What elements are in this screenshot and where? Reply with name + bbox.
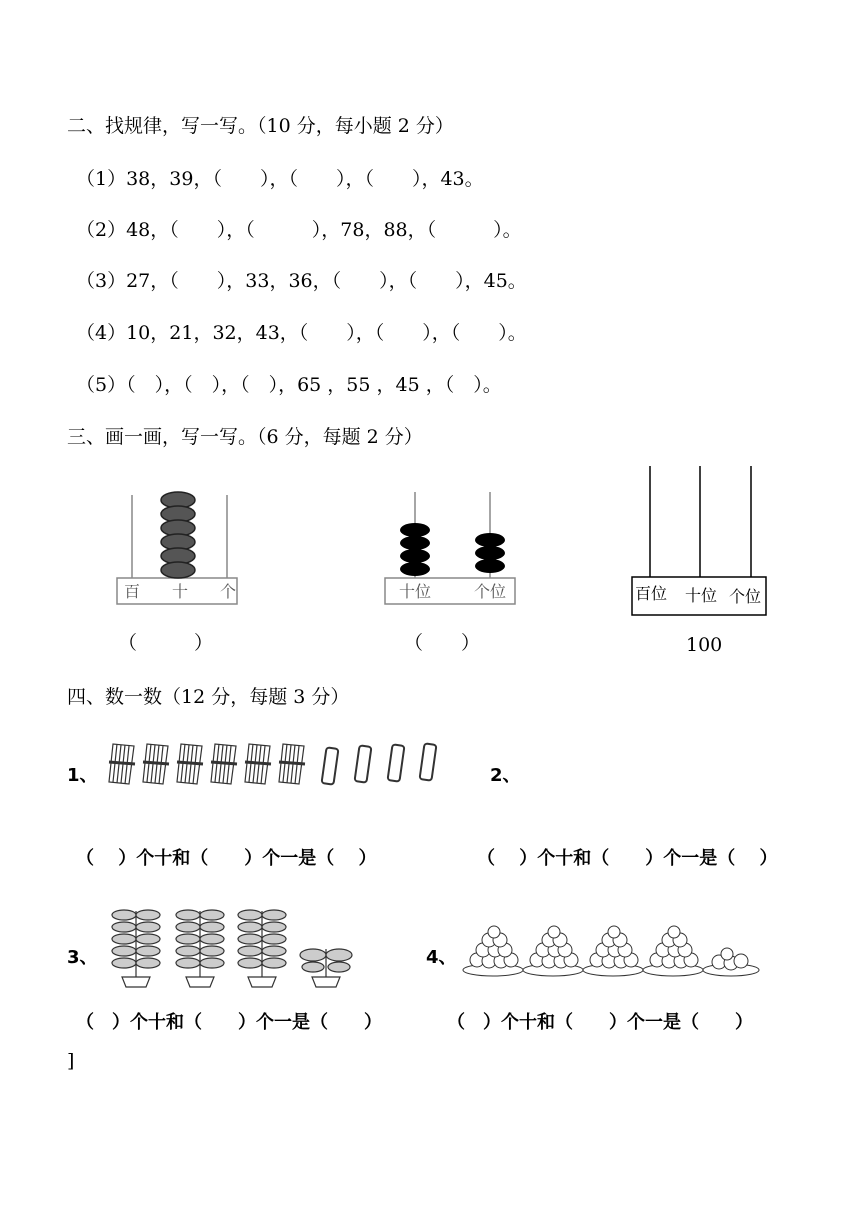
abacus-1-beads [161,492,195,578]
q3-label: 3、 [67,947,98,968]
abacus-3-value: 100 [686,634,723,656]
abacus-2-label-tens: 十位 [399,582,432,601]
plants [112,910,352,987]
pattern-item-1: （1）38，39，（ ），（ ），（ ），43。 [76,168,484,190]
q1-sticks-picture [104,740,444,790]
q4-label: 4、 [426,947,457,968]
trailing-bracket: ] [67,1050,75,1072]
section-3-heading: 三、画一画，写一写。（6 分，每题 2 分） [67,426,423,448]
q2-label: 2、 [490,765,521,786]
single-sticks [322,743,437,784]
abacus-3-label-ones: 个位 [729,587,762,606]
abacus-3-label-tens: 十位 [685,586,718,605]
q2-answer-line: （ ）个十和（ ）个一是（ ） [477,848,778,869]
abacus-1-label-hundreds: 百 [124,582,141,601]
pattern-item-4: （4）10，21，32，43，（ ），（ ），（ ）。 [76,322,527,344]
q1-label: 1、 [67,765,98,786]
section-2-heading: 二、找规律，写一写。（10 分，每小题 2 分） [67,115,454,137]
q4-apples-picture [463,928,763,978]
q3-plants-picture [104,905,364,991]
pattern-item-2: （2）48，（ ），（ ），78，88，（ ）。 [76,219,522,241]
pattern-item-3: （3）27，（ ），33，36，（ ），（ ），45。 [76,270,527,292]
abacus-1-label-tens: 十 [172,582,189,601]
section-4-heading: 四、数一数（12 分，每题 3 分） [67,686,350,708]
q4-answer-line: （ ）个十和（ ）个一是（ ） [447,1012,753,1033]
stick-bundles [109,744,305,784]
pattern-item-5: （5）（ ），（ ），（ ），65 ，55 ，45 ，（ ）。 [76,374,502,396]
abacus-1-answer: （ ） [118,632,214,654]
apple-plates [463,926,759,976]
abacus-2-answer: （ ） [404,632,481,654]
abacus-1-label-ones: 个 [220,582,237,601]
q1-answer-line: （ ）个十和（ ）个一是（ ） [76,848,377,869]
q3-answer-line: （ ）个十和（ ）个一是（ ） [76,1012,382,1033]
abacus-3-label-hundreds: 百位 [635,584,668,603]
abacus-2-label-ones: 个位 [474,582,507,601]
